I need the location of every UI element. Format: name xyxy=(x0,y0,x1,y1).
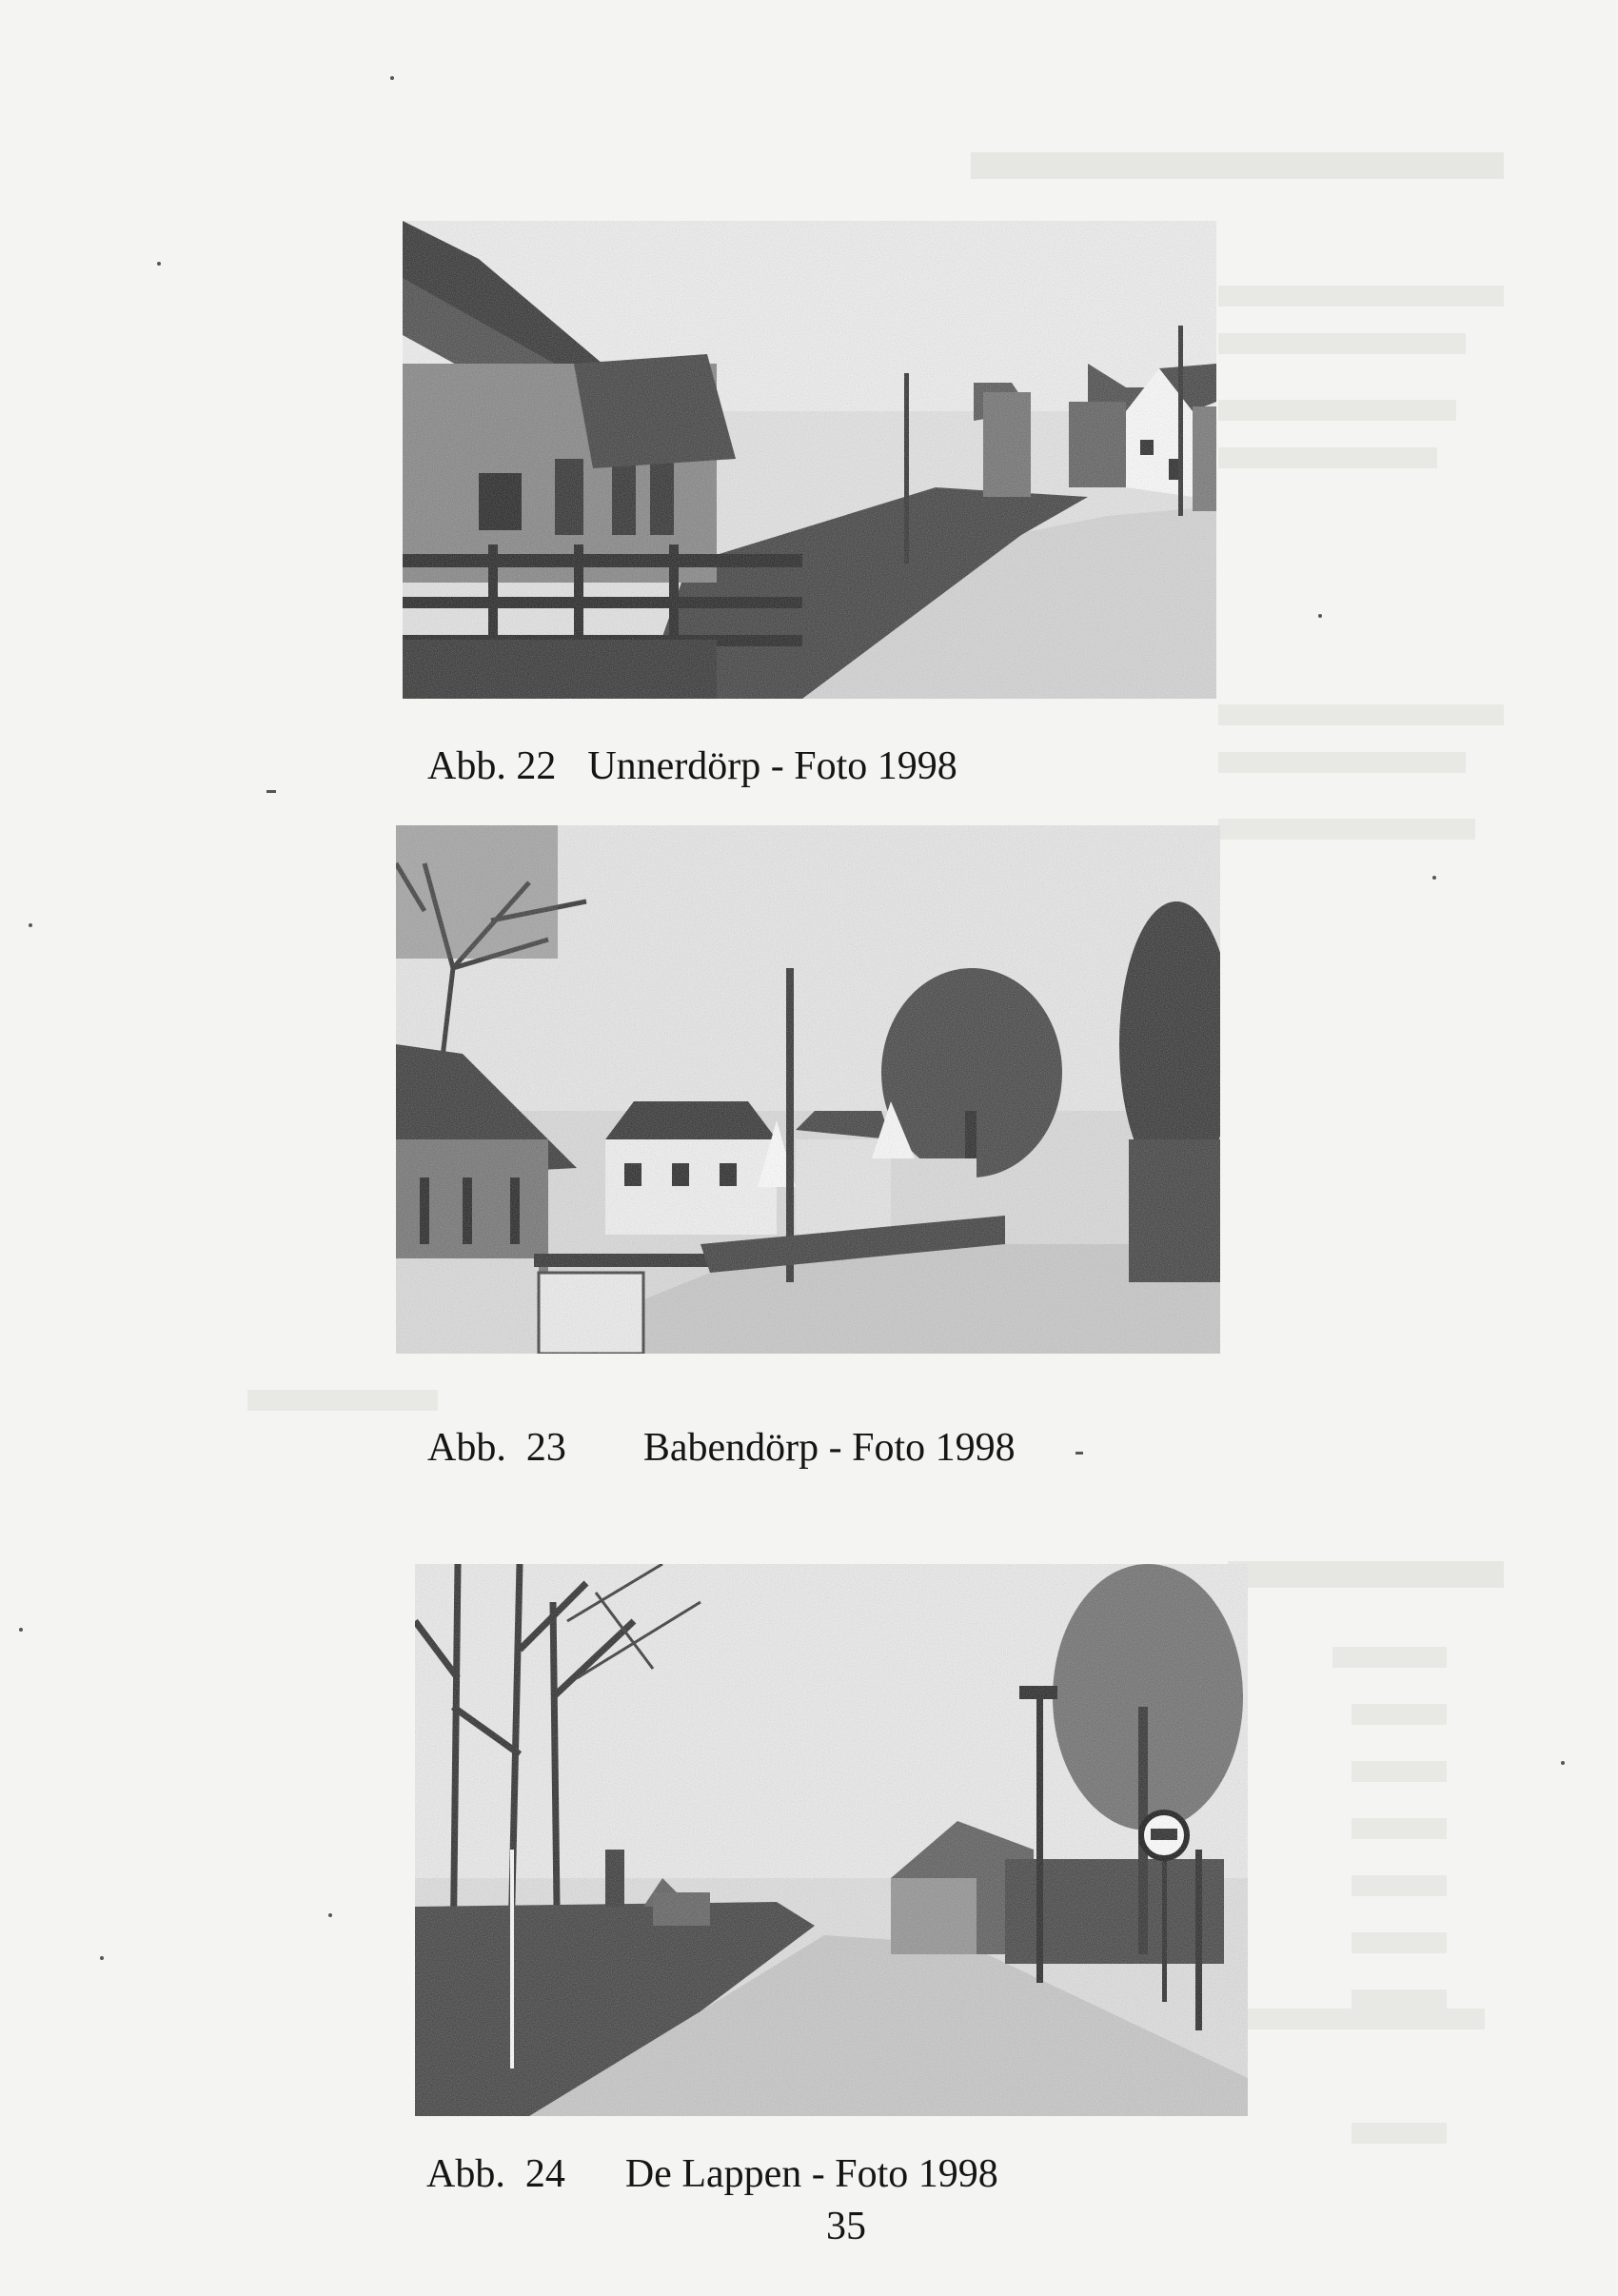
figure-title: Babendörp - Foto 1998 xyxy=(642,1426,1016,1470)
scan-speck xyxy=(1075,1452,1083,1455)
scan-speck xyxy=(1432,876,1436,880)
figure-22-caption xyxy=(427,743,957,789)
photo-unnerdoerp xyxy=(403,221,1216,699)
figure-title: Unnerdörp - Foto 1998 xyxy=(587,744,957,788)
figure-23-caption xyxy=(427,1425,1016,1471)
page-number: 35 xyxy=(826,2205,866,2248)
scan-speck xyxy=(157,262,161,266)
figure-label: Abb. 23 xyxy=(427,1426,566,1470)
scan-speck xyxy=(100,1956,104,1960)
scan-speck xyxy=(266,790,276,793)
scan-speck xyxy=(1561,1761,1565,1765)
photo-de-lappen xyxy=(415,1564,1248,2116)
photo-babendoerp xyxy=(396,825,1220,1354)
scan-speck xyxy=(19,1628,23,1632)
scan-speck xyxy=(1318,614,1322,618)
figure-label: Abb. 22 xyxy=(427,744,557,788)
scan-speck xyxy=(29,923,32,927)
scan-speck xyxy=(390,76,394,80)
figure-title: De Lappen - Foto 1998 xyxy=(624,2152,998,2196)
scan-speck xyxy=(328,1913,332,1917)
figure-24-caption xyxy=(426,2151,998,2197)
figure-label: Abb. 24 xyxy=(426,2152,565,2196)
